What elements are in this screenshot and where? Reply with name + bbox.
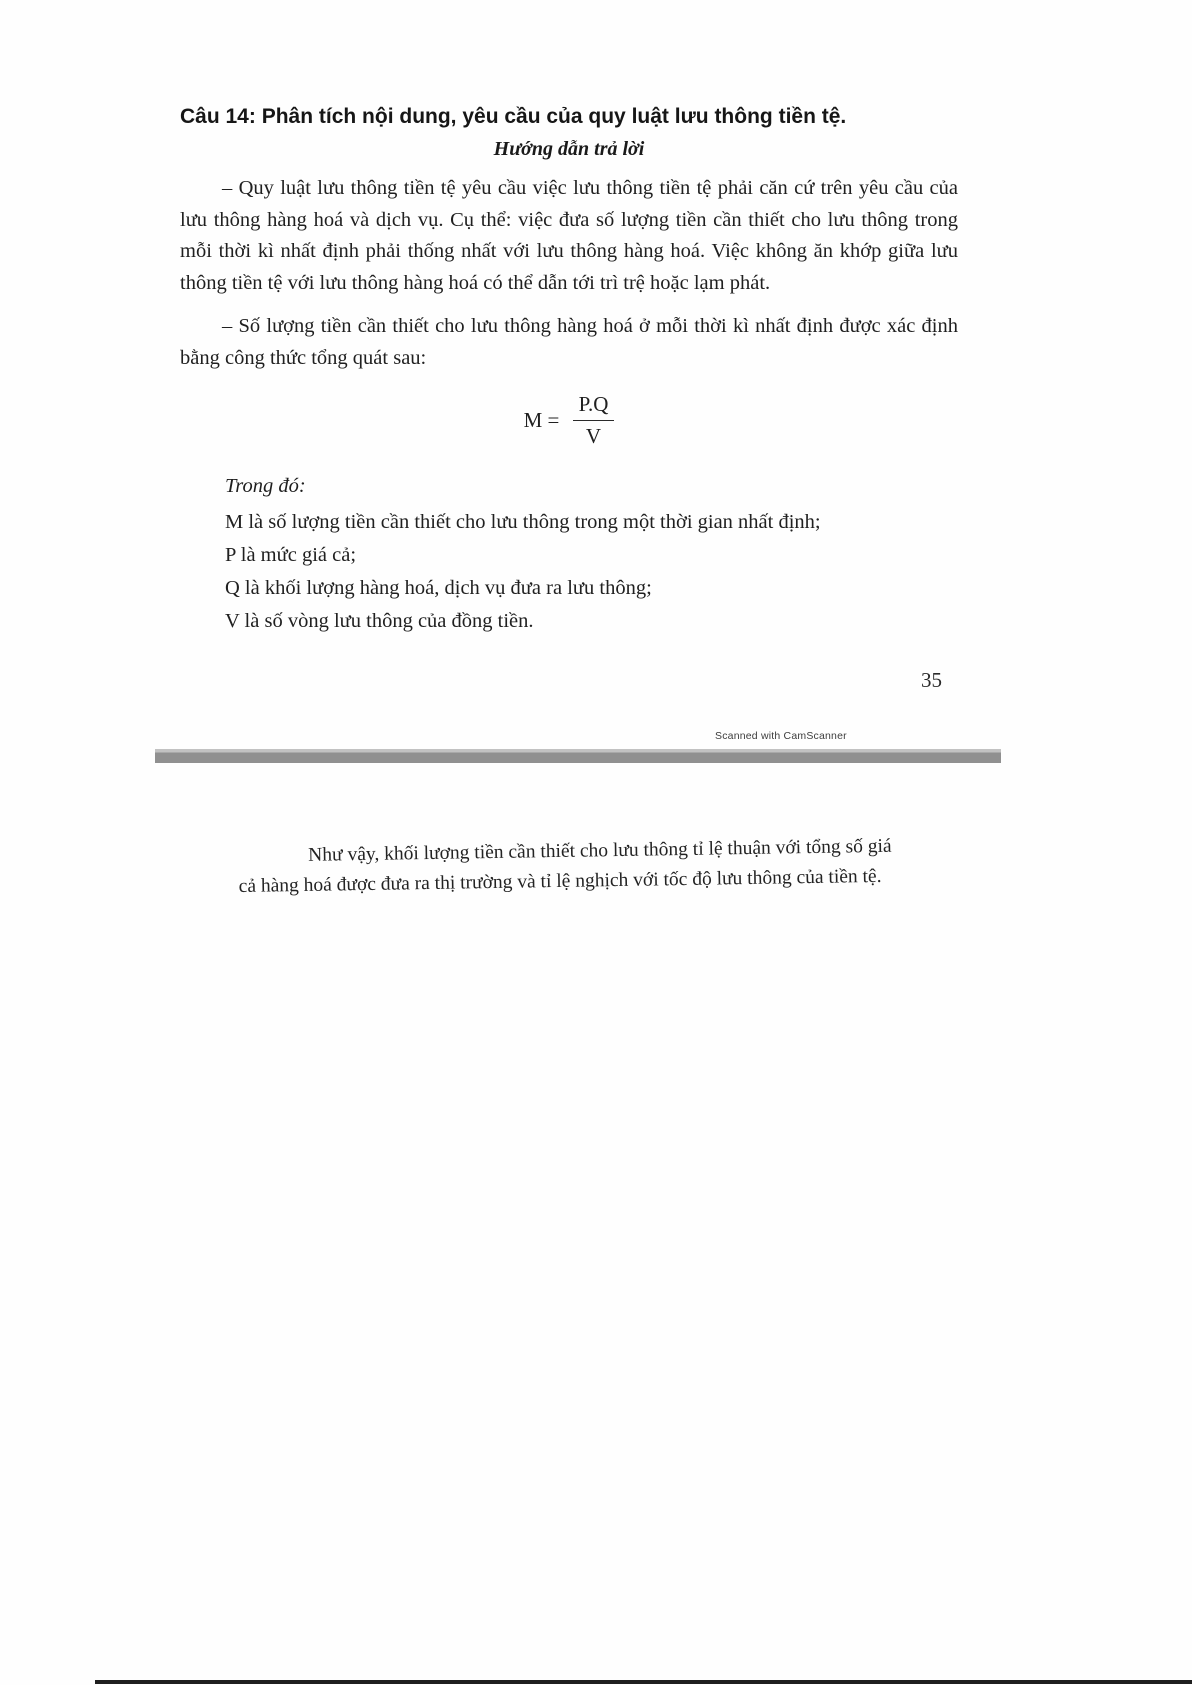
formula-numerator: P.Q [573, 392, 615, 421]
fragment-line-2: cả hàng hoá được đưa ra thị trường và tỉ lệ nghịch với tốc độ lưu thông của tiền tệ. [238, 865, 882, 897]
page-number: 35 [921, 668, 942, 692]
paragraph-law-requirement: – Quy luật lưu thông tiền tệ yêu cầu việc lưu thông tiền tệ phải căn cứ trên yêu cầu của lưu thông hàng hoá và dịch vụ. Cụ thể: việc đưa số lượng tiền cần thiết cho lưu thông trong mỗi thời kì nhất định phải thống nhất với lưu thông hàng hoá. Việc không ăn khớp giữa lưu thông tiền tệ với lưu thông hàng hoá có thể dẫn tới trì trệ hoặc lạm phát. [180, 177, 958, 294]
legend-item-v: V là số vòng lưu thông của đồng tiền. [225, 610, 534, 632]
scan-divider-bar [155, 749, 1001, 763]
money-formula [180, 392, 958, 449]
fragment-line-1: Như vậy, khối lượng tiền cần thiết cho lưu thông tỉ lệ thuận với tổng số giá [308, 835, 892, 866]
legend-intro: Trong đó: [225, 475, 306, 497]
legend-item-q: Q là khối lượng hàng hoá, dịch vụ đưa ra lưu thông; [225, 577, 652, 599]
scanner-credit: Scanned with CamScanner [715, 730, 847, 742]
next-page-fragment [238, 830, 999, 902]
legend-item-p: P là mức giá cả; [225, 544, 357, 566]
scan-bottom-edge [95, 1680, 1192, 1684]
question-heading: Câu 14: Phân tích nội dung, yêu cầu của quy luật lưu thông tiền tệ. [180, 105, 847, 128]
formula-fraction [573, 392, 615, 449]
formula-denominator: V [585, 424, 602, 448]
paragraph-formula-intro: – Số lượng tiền cần thiết cho lưu thông hàng hoá ở mỗi thời kì nhất định được xác định bằng công thức tổng quát sau: [180, 315, 958, 369]
page-content [180, 104, 958, 693]
legend-item-m: M là số lượng tiền cần thiết cho lưu thông trong một thời gian nhất định; [225, 511, 821, 533]
answer-guide-subheading: Hướng dẫn trả lời [493, 138, 645, 160]
formula-lhs: M = [523, 408, 560, 432]
